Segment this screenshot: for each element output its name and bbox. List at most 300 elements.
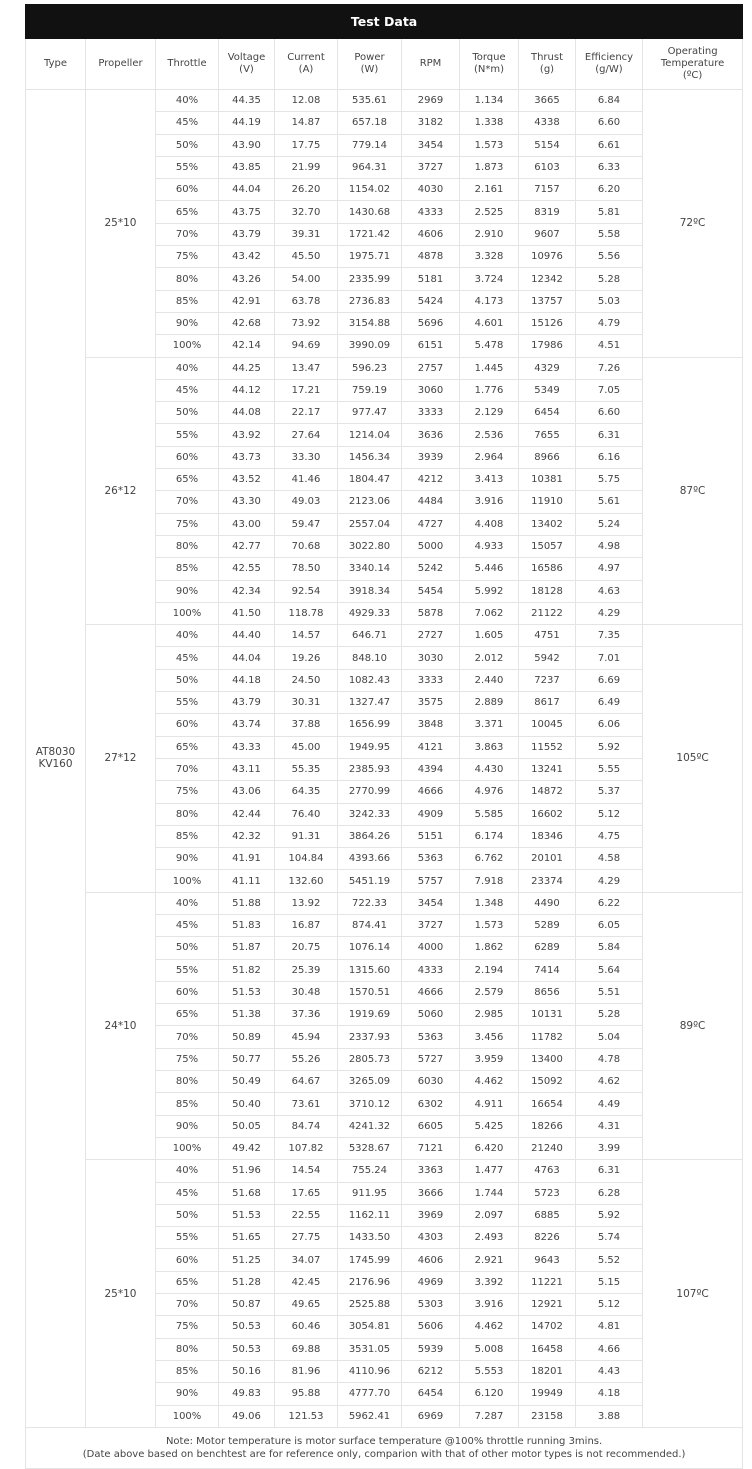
- throttle-cell: 50%: [156, 134, 219, 156]
- current-cell: 42.45: [275, 1271, 338, 1293]
- thrust-cell: 18266: [519, 1115, 576, 1137]
- thrust-cell: 13241: [519, 758, 576, 780]
- current-cell: 121.53: [275, 1405, 338, 1427]
- thrust-cell: 8226: [519, 1227, 576, 1249]
- current-cell: 49.03: [275, 491, 338, 513]
- voltage-cell: 43.85: [219, 156, 275, 178]
- propeller-cell: 25*10: [86, 90, 156, 358]
- throttle-cell: 90%: [156, 312, 219, 334]
- column-header-voltage: Voltage (V): [219, 39, 275, 90]
- power-cell: 722.33: [338, 892, 402, 914]
- voltage-cell: 51.88: [219, 892, 275, 914]
- current-cell: 78.50: [275, 558, 338, 580]
- power-cell: 3531.05: [338, 1338, 402, 1360]
- power-cell: 3054.81: [338, 1316, 402, 1338]
- efficiency-cell: 4.62: [576, 1071, 643, 1093]
- column-header-current: Current (A): [275, 39, 338, 90]
- rpm-cell: 5757: [402, 870, 460, 892]
- torque-cell: 1.776: [460, 379, 519, 401]
- rpm-cell: 3848: [402, 714, 460, 736]
- power-cell: 1919.69: [338, 1004, 402, 1026]
- thrust-cell: 8617: [519, 692, 576, 714]
- current-cell: 94.69: [275, 335, 338, 357]
- current-cell: 132.60: [275, 870, 338, 892]
- voltage-cell: 50.16: [219, 1360, 275, 1382]
- torque-cell: 2.194: [460, 959, 519, 981]
- current-cell: 20.75: [275, 937, 338, 959]
- efficiency-cell: 4.79: [576, 312, 643, 334]
- power-cell: 1804.47: [338, 469, 402, 491]
- throttle-cell: 50%: [156, 1204, 219, 1226]
- voltage-cell: 42.44: [219, 803, 275, 825]
- power-cell: 3918.34: [338, 580, 402, 602]
- torque-cell: 2.161: [460, 179, 519, 201]
- throttle-cell: 60%: [156, 714, 219, 736]
- current-cell: 14.57: [275, 625, 338, 647]
- throttle-cell: 60%: [156, 1249, 219, 1271]
- rpm-cell: 5363: [402, 1026, 460, 1048]
- power-cell: 2176.96: [338, 1271, 402, 1293]
- voltage-cell: 44.19: [219, 112, 275, 134]
- voltage-cell: 43.79: [219, 692, 275, 714]
- throttle-cell: 40%: [156, 892, 219, 914]
- torque-cell: 5.553: [460, 1360, 519, 1382]
- thrust-cell: 6103: [519, 156, 576, 178]
- thrust-cell: 5154: [519, 134, 576, 156]
- current-cell: 30.31: [275, 692, 338, 714]
- temperature-cell: 72ºC: [643, 90, 743, 358]
- torque-cell: 3.392: [460, 1271, 519, 1293]
- torque-cell: 4.911: [460, 1093, 519, 1115]
- power-cell: 759.19: [338, 379, 402, 401]
- rpm-cell: 5000: [402, 535, 460, 557]
- throttle-cell: 55%: [156, 959, 219, 981]
- current-cell: 95.88: [275, 1383, 338, 1405]
- voltage-cell: 51.53: [219, 1204, 275, 1226]
- efficiency-cell: 5.04: [576, 1026, 643, 1048]
- throttle-cell: 45%: [156, 647, 219, 669]
- temperature-cell: 107ºC: [643, 1160, 743, 1428]
- thrust-cell: 21122: [519, 602, 576, 624]
- rpm-cell: 2969: [402, 90, 460, 112]
- voltage-cell: 42.55: [219, 558, 275, 580]
- thrust-cell: 3665: [519, 90, 576, 112]
- torque-cell: 4.173: [460, 290, 519, 312]
- voltage-cell: 50.87: [219, 1294, 275, 1316]
- power-cell: 964.31: [338, 156, 402, 178]
- table-row: [26, 892, 743, 914]
- rpm-cell: 6151: [402, 335, 460, 357]
- rpm-cell: 4303: [402, 1227, 460, 1249]
- column-header-propeller: Propeller: [86, 39, 156, 90]
- throttle-cell: 80%: [156, 803, 219, 825]
- power-cell: 1656.99: [338, 714, 402, 736]
- throttle-cell: 55%: [156, 156, 219, 178]
- efficiency-cell: 4.98: [576, 535, 643, 557]
- efficiency-cell: 6.22: [576, 892, 643, 914]
- current-cell: 34.07: [275, 1249, 338, 1271]
- power-cell: 657.18: [338, 112, 402, 134]
- rpm-cell: 3182: [402, 112, 460, 134]
- efficiency-cell: 4.63: [576, 580, 643, 602]
- thrust-cell: 10381: [519, 469, 576, 491]
- current-cell: 33.30: [275, 446, 338, 468]
- rpm-cell: 4727: [402, 513, 460, 535]
- torque-cell: 3.863: [460, 736, 519, 758]
- efficiency-cell: 4.66: [576, 1338, 643, 1360]
- efficiency-cell: 5.12: [576, 803, 643, 825]
- torque-cell: 1.445: [460, 357, 519, 379]
- thrust-cell: 11221: [519, 1271, 576, 1293]
- power-cell: 977.47: [338, 402, 402, 424]
- power-cell: 3265.09: [338, 1071, 402, 1093]
- torque-cell: 3.724: [460, 268, 519, 290]
- efficiency-cell: 6.33: [576, 156, 643, 178]
- power-cell: 1430.68: [338, 201, 402, 223]
- throttle-cell: 100%: [156, 1405, 219, 1427]
- thrust-cell: 10045: [519, 714, 576, 736]
- power-cell: 1076.14: [338, 937, 402, 959]
- thrust-cell: 16458: [519, 1338, 576, 1360]
- voltage-cell: 51.28: [219, 1271, 275, 1293]
- efficiency-cell: 4.29: [576, 870, 643, 892]
- rpm-cell: 4030: [402, 179, 460, 201]
- power-cell: 1082.43: [338, 669, 402, 691]
- throttle-cell: 60%: [156, 179, 219, 201]
- voltage-cell: 51.82: [219, 959, 275, 981]
- efficiency-cell: 5.81: [576, 201, 643, 223]
- rpm-cell: 5939: [402, 1338, 460, 1360]
- thrust-cell: 12342: [519, 268, 576, 290]
- efficiency-cell: 5.28: [576, 1004, 643, 1026]
- current-cell: 104.84: [275, 848, 338, 870]
- efficiency-cell: 6.31: [576, 424, 643, 446]
- current-cell: 17.65: [275, 1182, 338, 1204]
- thrust-cell: 12921: [519, 1294, 576, 1316]
- power-cell: 4393.66: [338, 848, 402, 870]
- torque-cell: 4.933: [460, 535, 519, 557]
- rpm-cell: 4121: [402, 736, 460, 758]
- throttle-cell: 100%: [156, 335, 219, 357]
- power-cell: 3864.26: [338, 825, 402, 847]
- voltage-cell: 42.68: [219, 312, 275, 334]
- thrust-cell: 15057: [519, 535, 576, 557]
- thrust-cell: 19949: [519, 1383, 576, 1405]
- column-header-throttle: Throttle: [156, 39, 219, 90]
- rpm-cell: 4969: [402, 1271, 460, 1293]
- rpm-cell: 3454: [402, 892, 460, 914]
- voltage-cell: 51.38: [219, 1004, 275, 1026]
- voltage-cell: 43.11: [219, 758, 275, 780]
- temperature-cell: 105ºC: [643, 625, 743, 893]
- throttle-cell: 40%: [156, 90, 219, 112]
- power-cell: 596.23: [338, 357, 402, 379]
- efficiency-cell: 5.15: [576, 1271, 643, 1293]
- current-cell: 19.26: [275, 647, 338, 669]
- torque-cell: 3.371: [460, 714, 519, 736]
- rpm-cell: 4606: [402, 1249, 460, 1271]
- voltage-cell: 49.42: [219, 1137, 275, 1159]
- efficiency-cell: 4.49: [576, 1093, 643, 1115]
- power-cell: 1975.71: [338, 246, 402, 268]
- efficiency-cell: 5.92: [576, 1204, 643, 1226]
- current-cell: 30.48: [275, 981, 338, 1003]
- current-cell: 76.40: [275, 803, 338, 825]
- thrust-cell: 16602: [519, 803, 576, 825]
- efficiency-cell: 5.61: [576, 491, 643, 513]
- voltage-cell: 42.77: [219, 535, 275, 557]
- thrust-cell: 4751: [519, 625, 576, 647]
- thrust-cell: 7414: [519, 959, 576, 981]
- throttle-cell: 65%: [156, 736, 219, 758]
- current-cell: 45.50: [275, 246, 338, 268]
- efficiency-cell: 5.03: [576, 290, 643, 312]
- voltage-cell: 51.96: [219, 1160, 275, 1182]
- power-cell: 5328.67: [338, 1137, 402, 1159]
- efficiency-cell: 7.35: [576, 625, 643, 647]
- thrust-cell: 14702: [519, 1316, 576, 1338]
- current-cell: 27.75: [275, 1227, 338, 1249]
- efficiency-cell: 6.69: [576, 669, 643, 691]
- torque-cell: 2.889: [460, 692, 519, 714]
- power-cell: 3242.33: [338, 803, 402, 825]
- rpm-cell: 5151: [402, 825, 460, 847]
- current-cell: 92.54: [275, 580, 338, 602]
- power-cell: 1162.11: [338, 1204, 402, 1226]
- efficiency-cell: 5.55: [576, 758, 643, 780]
- voltage-cell: 50.40: [219, 1093, 275, 1115]
- torque-cell: 1.573: [460, 134, 519, 156]
- rpm-cell: 3666: [402, 1182, 460, 1204]
- throttle-cell: 70%: [156, 223, 219, 245]
- thrust-cell: 7237: [519, 669, 576, 691]
- current-cell: 118.78: [275, 602, 338, 624]
- power-cell: 3710.12: [338, 1093, 402, 1115]
- propeller-cell: 25*10: [86, 1160, 156, 1428]
- efficiency-cell: 4.31: [576, 1115, 643, 1137]
- throttle-cell: 40%: [156, 357, 219, 379]
- rpm-cell: 5727: [402, 1048, 460, 1070]
- voltage-cell: 42.14: [219, 335, 275, 357]
- efficiency-cell: 5.56: [576, 246, 643, 268]
- rpm-cell: 5242: [402, 558, 460, 580]
- rpm-cell: 6969: [402, 1405, 460, 1427]
- thrust-cell: 13402: [519, 513, 576, 535]
- thrust-cell: 5349: [519, 379, 576, 401]
- rpm-cell: 6454: [402, 1383, 460, 1405]
- power-cell: 755.24: [338, 1160, 402, 1182]
- throttle-cell: 80%: [156, 268, 219, 290]
- power-cell: 4110.96: [338, 1360, 402, 1382]
- current-cell: 107.82: [275, 1137, 338, 1159]
- rpm-cell: 6302: [402, 1093, 460, 1115]
- current-cell: 24.50: [275, 669, 338, 691]
- current-cell: 25.39: [275, 959, 338, 981]
- thrust-cell: 23158: [519, 1405, 576, 1427]
- efficiency-cell: 5.24: [576, 513, 643, 535]
- voltage-cell: 51.68: [219, 1182, 275, 1204]
- table-row: [26, 90, 743, 112]
- voltage-cell: 50.53: [219, 1316, 275, 1338]
- throttle-cell: 55%: [156, 692, 219, 714]
- table-row: [26, 357, 743, 379]
- torque-cell: 4.976: [460, 781, 519, 803]
- column-header-power: Power (W): [338, 39, 402, 90]
- torque-cell: 1.605: [460, 625, 519, 647]
- efficiency-cell: 6.84: [576, 90, 643, 112]
- efficiency-cell: 5.28: [576, 268, 643, 290]
- efficiency-cell: 5.64: [576, 959, 643, 981]
- throttle-cell: 85%: [156, 290, 219, 312]
- current-cell: 63.78: [275, 290, 338, 312]
- voltage-cell: 43.42: [219, 246, 275, 268]
- throttle-cell: 75%: [156, 246, 219, 268]
- current-cell: 81.96: [275, 1360, 338, 1382]
- rpm-cell: 4606: [402, 223, 460, 245]
- efficiency-cell: 4.51: [576, 335, 643, 357]
- thrust-cell: 7157: [519, 179, 576, 201]
- thrust-cell: 13400: [519, 1048, 576, 1070]
- current-cell: 21.99: [275, 156, 338, 178]
- torque-cell: 2.921: [460, 1249, 519, 1271]
- current-cell: 26.20: [275, 179, 338, 201]
- power-cell: 535.61: [338, 90, 402, 112]
- thrust-cell: 11910: [519, 491, 576, 513]
- current-cell: 39.31: [275, 223, 338, 245]
- torque-cell: 4.430: [460, 758, 519, 780]
- throttle-cell: 40%: [156, 1160, 219, 1182]
- torque-cell: 2.440: [460, 669, 519, 691]
- torque-cell: 1.338: [460, 112, 519, 134]
- current-cell: 14.87: [275, 112, 338, 134]
- throttle-cell: 65%: [156, 469, 219, 491]
- rpm-cell: 6030: [402, 1071, 460, 1093]
- voltage-cell: 42.32: [219, 825, 275, 847]
- current-cell: 73.92: [275, 312, 338, 334]
- rpm-cell: 2727: [402, 625, 460, 647]
- thrust-cell: 5723: [519, 1182, 576, 1204]
- torque-cell: 7.918: [460, 870, 519, 892]
- torque-cell: 2.525: [460, 201, 519, 223]
- temperature-cell: 89ºC: [643, 892, 743, 1160]
- note-line-1: Note: Motor temperature is motor surface temperature @100% throttle running 3mins.: [165, 1435, 603, 1447]
- efficiency-cell: 5.12: [576, 1294, 643, 1316]
- torque-cell: 4.408: [460, 513, 519, 535]
- current-cell: 45.00: [275, 736, 338, 758]
- voltage-cell: 44.04: [219, 179, 275, 201]
- rpm-cell: 7121: [402, 1137, 460, 1159]
- thrust-cell: 4338: [519, 112, 576, 134]
- efficiency-cell: 6.05: [576, 914, 643, 936]
- efficiency-cell: 5.84: [576, 937, 643, 959]
- current-cell: 16.87: [275, 914, 338, 936]
- rpm-cell: 4909: [402, 803, 460, 825]
- efficiency-cell: 6.49: [576, 692, 643, 714]
- rpm-cell: 3727: [402, 156, 460, 178]
- thrust-cell: 18201: [519, 1360, 576, 1382]
- thrust-cell: 7655: [519, 424, 576, 446]
- voltage-cell: 43.79: [219, 223, 275, 245]
- torque-cell: 2.910: [460, 223, 519, 245]
- torque-cell: 2.964: [460, 446, 519, 468]
- column-header-torque: Torque (N*m): [460, 39, 519, 90]
- throttle-cell: 100%: [156, 1137, 219, 1159]
- rpm-cell: 3363: [402, 1160, 460, 1182]
- voltage-cell: 43.92: [219, 424, 275, 446]
- column-header-thrust: Thrust (g): [519, 39, 576, 90]
- throttle-cell: 40%: [156, 625, 219, 647]
- power-cell: 848.10: [338, 647, 402, 669]
- thrust-cell: 16654: [519, 1093, 576, 1115]
- rpm-cell: 5181: [402, 268, 460, 290]
- torque-cell: 2.985: [460, 1004, 519, 1026]
- efficiency-cell: 6.06: [576, 714, 643, 736]
- rpm-cell: 5303: [402, 1294, 460, 1316]
- current-cell: 91.31: [275, 825, 338, 847]
- power-cell: 1327.47: [338, 692, 402, 714]
- rpm-cell: 6212: [402, 1360, 460, 1382]
- thrust-cell: 21240: [519, 1137, 576, 1159]
- torque-cell: 2.129: [460, 402, 519, 424]
- torque-cell: 3.413: [460, 469, 519, 491]
- power-cell: 5962.41: [338, 1405, 402, 1427]
- rpm-cell: 2757: [402, 357, 460, 379]
- torque-cell: 1.134: [460, 90, 519, 112]
- rpm-cell: 3454: [402, 134, 460, 156]
- torque-cell: 3.456: [460, 1026, 519, 1048]
- rpm-cell: 4394: [402, 758, 460, 780]
- torque-cell: 6.174: [460, 825, 519, 847]
- rpm-cell: 5606: [402, 1316, 460, 1338]
- throttle-cell: 90%: [156, 1115, 219, 1137]
- current-cell: 84.74: [275, 1115, 338, 1137]
- propeller-cell: 26*12: [86, 357, 156, 625]
- efficiency-cell: 4.75: [576, 825, 643, 847]
- torque-cell: 2.097: [460, 1204, 519, 1226]
- voltage-cell: 41.91: [219, 848, 275, 870]
- power-cell: 1154.02: [338, 179, 402, 201]
- efficiency-cell: 6.60: [576, 402, 643, 424]
- power-cell: 1315.60: [338, 959, 402, 981]
- voltage-cell: 49.06: [219, 1405, 275, 1427]
- current-cell: 37.88: [275, 714, 338, 736]
- current-cell: 49.65: [275, 1294, 338, 1316]
- power-cell: 911.95: [338, 1182, 402, 1204]
- throttle-cell: 55%: [156, 424, 219, 446]
- throttle-cell: 50%: [156, 402, 219, 424]
- throttle-cell: 50%: [156, 669, 219, 691]
- note-line-2: (Date above based on benchtest are for reference only, comparion with that of other motor types is not recommended.): [82, 1448, 686, 1460]
- torque-cell: 1.573: [460, 914, 519, 936]
- test-data-table-container: [25, 4, 742, 1469]
- efficiency-cell: 6.20: [576, 179, 643, 201]
- torque-cell: 7.287: [460, 1405, 519, 1427]
- power-cell: 2557.04: [338, 513, 402, 535]
- throttle-cell: 80%: [156, 1071, 219, 1093]
- thrust-cell: 10976: [519, 246, 576, 268]
- table-row: [26, 1160, 743, 1182]
- torque-cell: 3.916: [460, 491, 519, 513]
- efficiency-cell: 4.43: [576, 1360, 643, 1382]
- temperature-cell: 87ºC: [643, 357, 743, 625]
- voltage-cell: 50.53: [219, 1338, 275, 1360]
- current-cell: 55.26: [275, 1048, 338, 1070]
- current-cell: 64.67: [275, 1071, 338, 1093]
- power-cell: 2337.93: [338, 1026, 402, 1048]
- current-cell: 45.94: [275, 1026, 338, 1048]
- torque-cell: 2.012: [460, 647, 519, 669]
- power-cell: 3154.88: [338, 312, 402, 334]
